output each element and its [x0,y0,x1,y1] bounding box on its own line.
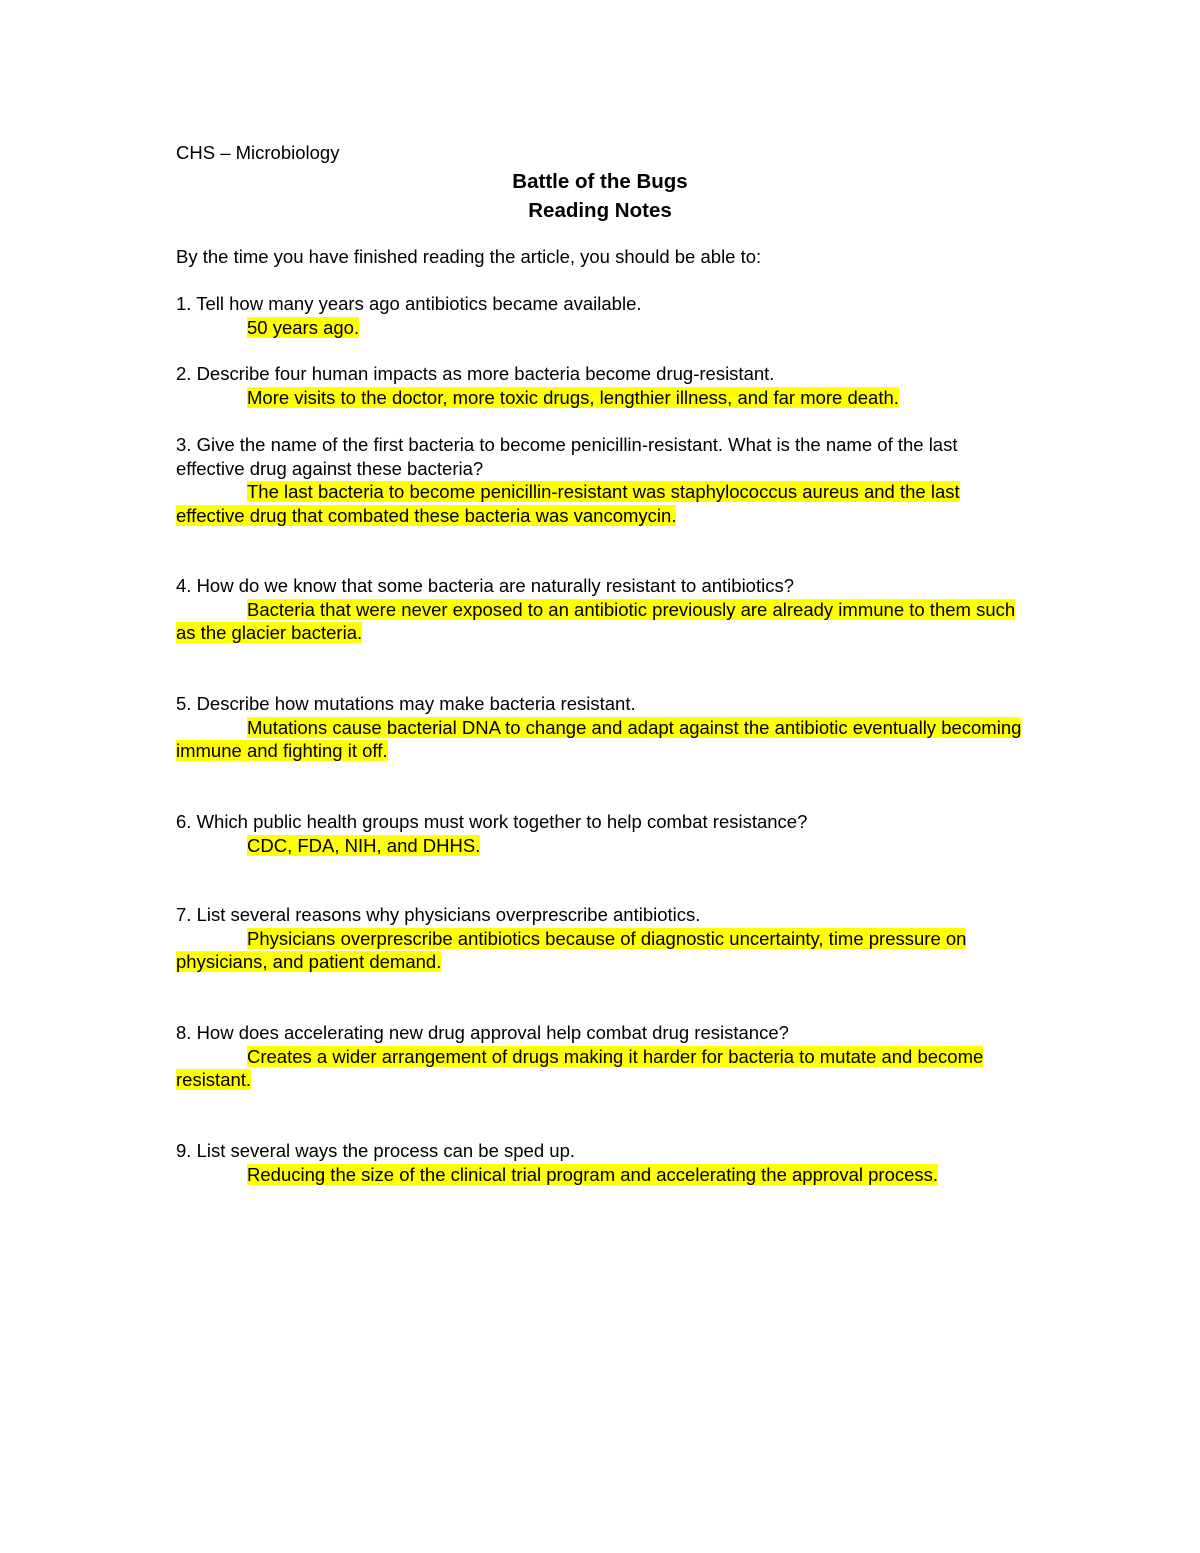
question-5: 5. Describe how mutations may make bacteria resistant. [176,693,636,714]
answer-6: CDC, FDA, NIH, and DHHS. [247,834,481,856]
answer-5: Mutations cause bacterial DNA to change and adapt against the antibiotic eventually becoming immune and fighting it off. [176,716,1022,761]
question-2: 2. Describe four human impacts as more bacteria become drug-resistant. [176,363,775,384]
title-block [0,168,1200,225]
question-4: 4. How do we know that some bacteria are naturally resistant to antibiotics? [176,575,795,596]
question-block-8 [176,1021,1024,1092]
answer-4: Bacteria that were never exposed to an antibiotic previously are already immune to them such as the glacier bacteria. [176,598,1016,643]
question-block-5 [176,692,1024,763]
question-1: 1. Tell how many years ago antibiotics became available. [176,293,642,314]
question-6: 6. Which public health groups must work together to help combat resistance? [176,811,808,832]
question-7: 7. List several reasons why physicians overprescribe antibiotics. [176,904,701,925]
question-block-7 [176,903,1024,974]
question-block-2 [176,362,1024,409]
document-subtitle: Reading Notes [528,198,672,222]
answer-7: Physicians overprescribe antibiotics because of diagnostic uncertainty, time pressure on physicians, and patient demand. [176,927,967,972]
answer-9: Reducing the size of the clinical trial program and accelerating the approval process. [247,1163,939,1185]
question-8: 8. How does accelerating new drug approval help combat drug resistance? [176,1022,789,1043]
answer-2: More visits to the doctor, more toxic drugs, lengthier illness, and far more death. [247,386,899,408]
question-block-3 [176,433,1024,527]
question-block-9 [176,1139,1024,1186]
question-block-6 [176,810,1024,857]
document-title: Battle of the Bugs [512,170,688,193]
intro-text: By the time you have finished reading the article, you should be able to: [176,246,762,267]
question-9: 9. List several ways the process can be sped up. [176,1140,575,1161]
question-3: 3. Give the name of the first bacteria to become penicillin-resistant. What is the name of the last effective drug against these bacteria? [176,434,958,479]
answer-8: Creates a wider arrangement of drugs making it harder for bacteria to mutate and become resistant. [176,1045,984,1090]
answer-3: The last bacteria to become penicillin-resistant was staphylococcus aureus and the last effective drug that combated these bacteria was vancomycin. [176,481,960,526]
course-label: CHS – Microbiology [176,142,340,163]
question-block-1 [176,292,1024,339]
answer-1: 50 years ago. [247,316,360,338]
question-block-4 [176,574,1024,645]
